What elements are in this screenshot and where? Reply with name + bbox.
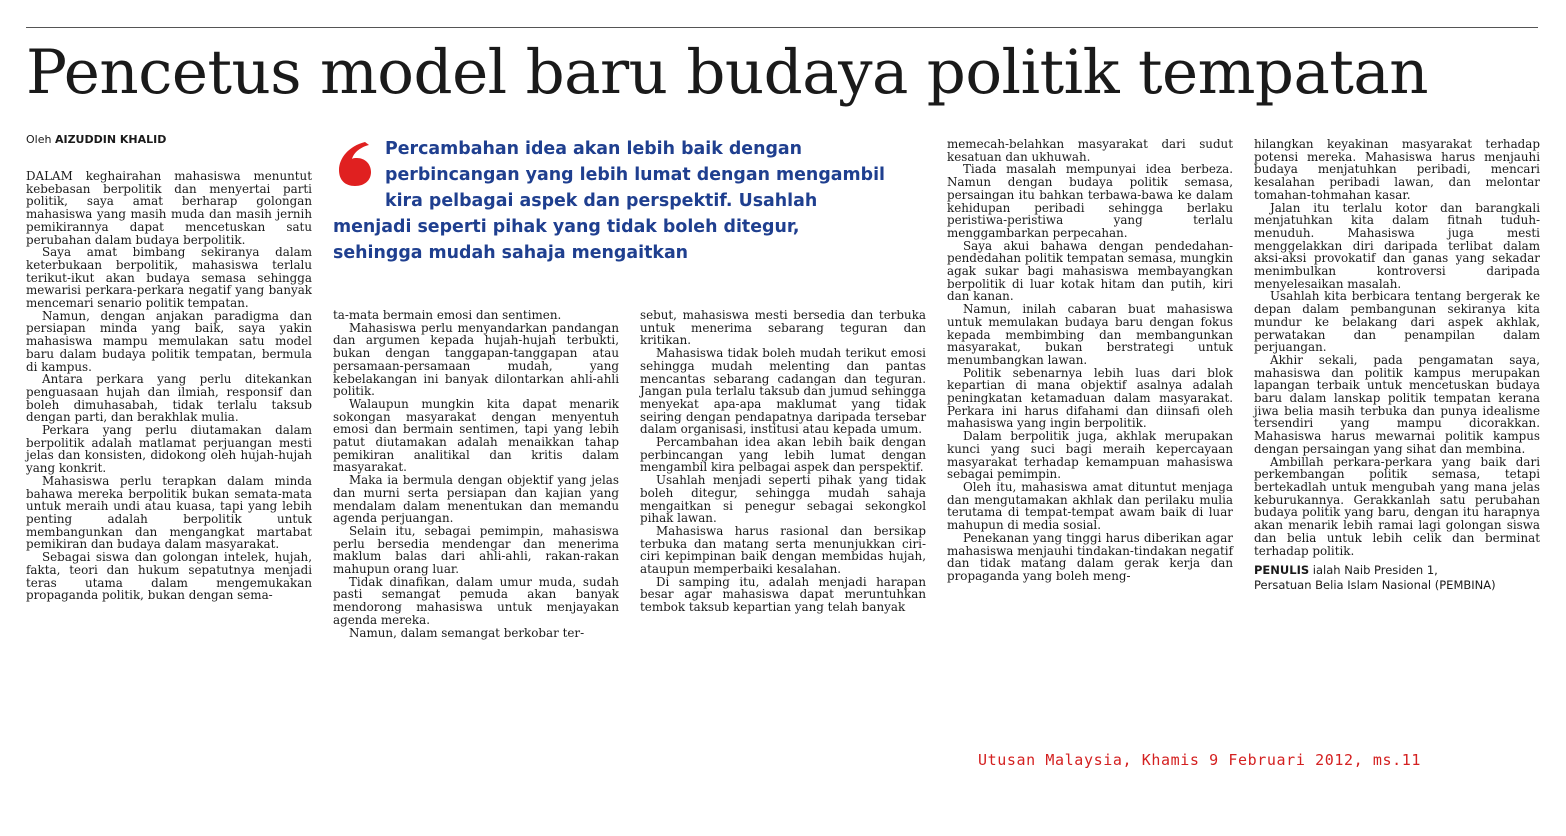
paragraph: Namun, inilah cabaran buat mahasiswa untuk memulakan budaya baru dengan fokus kepada membimbing dan membangunkan masyarakat, bukan berstrategi untuk menumbangkan lawan. — [947, 302, 1233, 367]
byline-prefix: Oleh — [26, 133, 52, 146]
paragraph: Selain itu, sebagai pemimpin, mahasiswa perlu bersedia mendengar dan menerima maklum balas dari ahli-ahli, rakan-rakan mahupun orang luar. — [333, 523, 619, 577]
author-note-line-2: Persatuan Belia Islam Nasional (PEMBINA) — [1254, 578, 1496, 593]
paragraph: Sebagai siswa dan golongan intelek, hujah, fakta, teori dan hukum sepatutnya menjadi teras utama dalam mengemukakan propaganda politik, bukan dengan sema- — [26, 550, 312, 603]
author-note-lead: PENULIS — [1254, 563, 1310, 578]
article-column-3 — [640, 309, 926, 614]
author-note-line-1: ialah Naib Presiden 1, — [1312, 563, 1438, 578]
paragraph: Politik sebenarnya lebih luas dari blok kepartian di mana objektif asalnya adalah peningkatan ketamaduan dalam masyarakat. Perkara ini harus difahami dan diinsafi oleh mahasiswa yang ingin berpolitik. — [947, 365, 1233, 431]
pull-quote — [333, 136, 888, 266]
article-column-2 — [333, 309, 619, 639]
paragraph: Di samping itu, adalah menjadi harapan besar agar mahasiswa dapat meruntuhkan tembok taksub kepartian yang telah banyak — [640, 574, 926, 615]
top-rule — [26, 27, 1538, 28]
paragraph: Mahasiswa perlu menyandarkan pandangan dan argumen kepada hujah-hujah terbukti, bukan dengan tanggapan-tanggapan atau persamaan-persamaan mudah, yang kebelakangan ini banyak dilontarkan ahli-ahli politik. — [333, 320, 619, 399]
article-column-4 — [947, 138, 1233, 583]
paragraph: Mahasiswa perlu terapkan dalam minda bahawa mereka berpolitik bukan semata-mata untuk meraih undi atau kuasa, tapi yang lebih penting adalah berpolitik untuk membangunkan dan mengangkat martabat pemikiran dan budaya dalam masyarakat. — [26, 473, 312, 552]
quote-mark-icon — [333, 136, 385, 190]
paragraph: Mahasiswa harus rasional dan bersikap terbuka dan matang serta menunjukkan ciri-ciri kepimpinan baik dengan membidas hujah, ataupun memperbaiki kesalahan. — [640, 523, 926, 577]
paragraph: Saya akui bahawa dengan pendedahan-pendedahan politik tempatan semasa, mungkin agak sukar bagi mahasiswa membayangkan berpolitik di luar kotak hitam dan putih, kiri dan kanan. — [947, 238, 1234, 304]
article-column-1 — [26, 170, 312, 602]
paragraph: Saya amat bimbang sekiranya dalam keterbukaan berpolitik, mahasiswa terlalu terikut-ikut akan budaya semasa sehingga mewarisi perkara-perkara negatif yang banyak mencemari senario politik tempatan. — [26, 245, 312, 311]
paragraph: Usahlah menjadi seperti pihak yang tidak boleh ditegur, sehingga mudah sahaja mengaitkan si penegur sebagai sekongkol pihak lawan. — [640, 473, 926, 526]
paragraph: Dalam berpolitik juga, akhlak merupakan kunci yang suci bagi meraih kepercayaan masyarakat terhadap kemampuan mahasiswa sebagai pemimpin. — [947, 429, 1233, 482]
paragraph: hilangkan keyakinan masyarakat terhadap potensi mereka. Mahasiswa harus menjauhi budaya menjatuhkan peribadi, mencari kesalahan peribadi lawan, dan melontar tomahan-tohmahan kasar. — [1254, 137, 1540, 202]
paragraph: Tidak dinafikan, dalam umur muda, sudah pasti semangat pemuda akan banyak mendorong mahasiswa untuk menjayakan agenda mereka. — [333, 574, 619, 627]
paragraph: sebut, mahasiswa mesti bersedia dan terbuka untuk menerima sebarang teguran dan kritikan. — [640, 308, 926, 348]
paragraph: ta-mata bermain emosi dan sentimen. — [333, 308, 562, 322]
paragraph: Perkara yang perlu diutamakan dalam berpolitik adalah matlamat perjuangan mesti jelas dan konsisten, didokong oleh hujah-hujah yang konkrit. — [26, 423, 312, 476]
paragraph: Ambillah perkara-perkara yang baik dari perkembangan politik semasa, tetapi bertekadlah untuk mengubah yang mana jelas keburukannya. Gerakkanlah satu perubahan budaya politik yang baru, dengan itu harapnya akan menarik lebih ramai lagi golongan siswa dan belia untuk lebih celik dan berminat terhadap politik. — [1254, 454, 1540, 558]
paragraph: Namun, dengan anjakan paradigma dan persiapan minda yang baik, saya yakin mahasiswa mampu memulakan satu model baru dalam budaya politik tempatan, bermula di kampus. — [26, 308, 312, 374]
paragraph: Antara perkara yang perlu ditekankan penguasaan hujah dan ilmiah, responsif dan boleh dimuhasabah, tidak terlalu taksub dengan parti, dan berakhlak mulia. — [26, 372, 312, 425]
paragraph: Jalan itu terlalu kotor dan barangkali menjatuhkan kita dalam fitnah tuduh-menuduh. Mahasiswa juga mesti menggelakkan diri daripada terlibat dalam aksi-aksi provokatif dan ganas yang sekadar menimbulkan kontroversi daripada menyelesaikan masalah. — [1254, 200, 1540, 291]
paragraph: Namun, dalam semangat berkobar ter- — [349, 625, 585, 640]
article-column-5 — [1254, 138, 1540, 593]
paragraph: Oleh itu, mahasiswa amat dituntut menjaga dan mengutamakan akhlak dan perilaku mulia terutama di tempat-tempat awam baik di luar mahupun di media sosial. — [947, 479, 1233, 533]
paragraph: Akhir sekali, pada pengamatan saya, mahasiswa dan politik kampus merupakan lapangan terbaik untuk mencetuskan budaya baru dalam lanskap politik tempatan kerana jiwa belia masih terbuka dan punya idealisme tersendiri yang mampu dicorakkan. Mahasiswa harus mewarnai politik kampus dengan persaingan yang sihat dan membina. — [1254, 352, 1540, 456]
paragraph: Tiada masalah mempunyai idea berbeza. Namun dengan budaya politik semasa, persaingan itu bahkan terbawa-bawa ke dalam kehidupan peribadi sehingga berlaku peristiwa-peristiwa yang terlalu menggambarkan perpecahan. — [947, 162, 1233, 240]
paragraph: DALAM keghairahan mahasiswa menuntut kebebasan berpolitik dan menyertai parti politik, saya amat berharap golongan mahasiswa yang masih muda dan masih jernih pemikirannya dapat mencetuskan satu perubahan dalam budaya berpolitik. — [26, 169, 312, 247]
paragraph: Percambahan idea akan lebih baik dengan perbincangan yang lebih lumat dengan mengambil kira pelbagai aspek dan perspektif. — [640, 435, 926, 475]
byline-author: AIZUDDIN KHALID — [54, 133, 167, 146]
paragraph: Usahlah kita berbicara tentang bergerak ke depan dalam pembangunan sekiranya kita mundur ke belakang dari aspek akhlak, perwatakan dan penampilan dalam perjuangan. — [1254, 289, 1540, 355]
paragraph: Walaupun mungkin kita dapat menarik sokongan masyarakat dengan menyentuh emosi dan bermain sentimen, tapi yang lebih patut diutamakan adalah menaikkan tahap pemikiran analitikal dan kritis dalam masyarakat. — [333, 396, 619, 475]
headline: Pencetus model baru budaya politik tempatan — [26, 37, 1428, 108]
pull-quote-text: Percambahan idea akan lebih baik dengan perbincangan yang lebih lumat dengan mengambil kira pelbagai aspek dan perspektif. Usahlah menjadi seperti pihak yang tidak boleh ditegur, sehingga mudah sahaja mengaitkan — [333, 139, 885, 263]
paragraph: Maka ia bermula dengan objektif yang jelas dan murni serta persiapan dan kajian yang mendalam dalam menentukan dan memandu agenda perjuangan. — [333, 473, 619, 526]
paragraph: memecah-belahkan masyarakat dari sudut kesatuan dan ukhuwah. — [947, 137, 1233, 164]
author-note — [1254, 563, 1540, 593]
byline — [26, 133, 166, 146]
paragraph: Penekanan yang tinggi harus diberikan agar mahasiswa menjauhi tindakan-tindakan negatif dan tidak matang dalam gerak kerja dan propaganda yang boleh meng- — [947, 530, 1233, 583]
paragraph: Mahasiswa tidak boleh mudah terikut emosi sehingga mudah melenting dan pantas mencantas sebarang cadangan dan teguran. Jangan pula terlalu taksub dan jumud sehingga menyekat apa-apa maklumat yang tidak seiring dengan pendapatnya daripada tersebar dalam organisasi, institusi atau kepada umum. — [640, 346, 926, 437]
source-citation: Utusan Malaysia, Khamis 9 Februari 2012, ms.11 — [978, 751, 1422, 769]
